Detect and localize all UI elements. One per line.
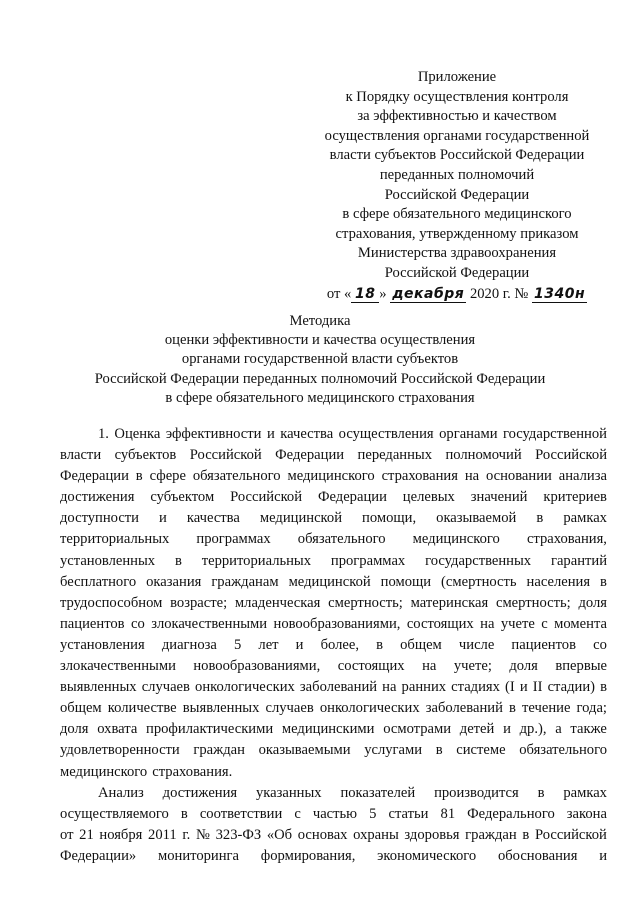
body-word: количестве xyxy=(107,700,177,717)
body-word: 21 xyxy=(79,826,94,843)
title-line: оценки эффективности и качества осуществления xyxy=(164,332,476,349)
body-word: стадиях xyxy=(451,679,500,696)
body-word: значений xyxy=(470,489,528,506)
body-word: оказания xyxy=(146,573,202,590)
body-line xyxy=(60,846,607,867)
body-word: также xyxy=(570,721,607,738)
body-word: ноября xyxy=(99,826,143,843)
body-word: услугами xyxy=(364,742,423,759)
body-word: Федерации xyxy=(317,489,387,506)
body-word: г. xyxy=(182,826,191,843)
body-line xyxy=(60,825,607,846)
body-word: учете; xyxy=(453,658,492,675)
body-word: на xyxy=(422,658,437,675)
body-word: программах xyxy=(196,531,271,548)
body-word: критериев xyxy=(543,489,607,506)
body-word: течение xyxy=(522,700,571,717)
body-word: бесплатного xyxy=(60,573,137,590)
body-word: в xyxy=(180,805,188,822)
body-word: страхования xyxy=(381,468,458,485)
appendix-line: Министерства здравоохранения xyxy=(357,245,557,262)
appendix-line: в сфере обязательного медицинского xyxy=(342,206,572,223)
body-word: смертность; xyxy=(328,594,403,611)
body-word: материнская xyxy=(410,594,489,611)
body-word: онкологических xyxy=(319,700,420,717)
appendix-line: власти субъектов Российской Федерации xyxy=(329,147,585,164)
body-word: 2011 xyxy=(148,826,177,843)
body-word: II xyxy=(532,679,543,696)
body-word: медицинского xyxy=(60,763,148,780)
body-word: и xyxy=(295,636,304,653)
body-line xyxy=(60,614,607,635)
body-word: доля xyxy=(578,594,607,611)
appendix-line: переданных полномочий xyxy=(379,166,535,183)
order-quote-close: » xyxy=(379,285,387,302)
body-word: медицинского xyxy=(412,531,500,548)
appendix-line: страхования, утвержденному приказом xyxy=(335,225,579,242)
body-word: учете xyxy=(500,615,535,632)
body-word: сфере xyxy=(149,468,186,485)
body-word: на xyxy=(382,679,397,696)
body-word: страхования. xyxy=(152,763,233,780)
body-word: состоящих xyxy=(337,658,405,675)
body-word: гарантий xyxy=(550,552,607,569)
body-word: и xyxy=(503,721,511,738)
body-word: 5 xyxy=(369,805,377,822)
body-word: обязательного xyxy=(519,742,607,759)
body-word: осмотрами xyxy=(383,721,452,738)
body-word: экономического xyxy=(377,847,477,864)
body-word: качества xyxy=(280,426,334,442)
body-word: и xyxy=(266,426,275,442)
body-line xyxy=(60,593,607,614)
body-word: достижения xyxy=(60,489,135,506)
body-line xyxy=(60,804,607,825)
body-word: и xyxy=(519,679,528,696)
body-word: онкологических xyxy=(195,679,295,696)
document-title xyxy=(60,312,580,408)
body-word: Российской xyxy=(535,447,607,464)
body-word: Оценка xyxy=(114,426,161,442)
body-word: обязательного xyxy=(192,468,281,485)
body-line xyxy=(60,487,607,508)
body-word: переданных xyxy=(357,447,433,464)
body-word: охвата xyxy=(97,721,138,738)
order-month-handwritten: декабря xyxy=(392,285,465,302)
body-word: 1. xyxy=(98,426,109,442)
body-word: обоснования xyxy=(497,847,578,864)
body-word: основании xyxy=(485,468,552,485)
body-word: пациентов xyxy=(60,615,125,632)
body-word: основах xyxy=(297,826,348,843)
body-word: новообразованиями, xyxy=(193,658,321,675)
body-word: эффективности xyxy=(165,426,262,442)
body-text xyxy=(60,424,607,867)
body-word: выявленных xyxy=(60,679,137,696)
body-word: полномочий xyxy=(445,447,522,464)
body-line xyxy=(60,719,607,740)
body-word: смертность; xyxy=(495,594,571,611)
body-word: медицинскими xyxy=(281,721,375,738)
body-word: трудоспособном xyxy=(60,594,163,611)
body-word: закона xyxy=(566,805,607,822)
body-word: охраны xyxy=(353,826,399,843)
body-word: в xyxy=(600,679,607,696)
body-word: граждан xyxy=(193,742,245,759)
body-word: с xyxy=(294,805,301,822)
body-word: злокачественными xyxy=(151,615,268,632)
body-line xyxy=(60,677,607,698)
body-word: государственных xyxy=(425,552,532,569)
body-word: территориальных xyxy=(201,552,312,569)
body-word: новообразованиями, xyxy=(273,615,401,632)
body-line xyxy=(60,783,607,804)
body-word: заболеваний xyxy=(299,679,378,696)
body-word: возрасте; xyxy=(170,594,228,611)
body-word: лет xyxy=(258,636,279,653)
body-word: и xyxy=(159,510,167,527)
appendix-line: осуществления органами государственной xyxy=(324,127,590,144)
body-word: здоровья xyxy=(404,826,460,843)
body-word: Федерального xyxy=(467,805,555,822)
body-word: выявленных xyxy=(182,700,260,717)
body-word: др.), xyxy=(519,721,547,738)
order-day-handwritten: 18 xyxy=(351,286,379,303)
body-word: в xyxy=(435,742,443,759)
appendix-line: Российской Федерации xyxy=(384,186,530,203)
body-word: в xyxy=(135,468,143,485)
order-prefix: от « xyxy=(326,285,352,302)
body-word: профилактическими xyxy=(146,721,274,738)
body-line xyxy=(60,740,607,761)
body-word: доступности xyxy=(60,510,139,527)
body-line xyxy=(60,656,607,677)
body-word: со xyxy=(593,636,607,653)
body-word: населения xyxy=(526,573,591,590)
body-word: впервые xyxy=(555,658,607,675)
body-word: в xyxy=(174,552,182,569)
body-word: осуществления xyxy=(338,426,434,442)
order-number-handwritten: 1340н xyxy=(534,285,586,302)
body-word: медицинской xyxy=(288,573,371,590)
order-date-line xyxy=(292,285,622,305)
body-word: № xyxy=(196,826,210,843)
body-word: заболеваний xyxy=(425,700,503,717)
body-line xyxy=(60,635,607,656)
body-word: на xyxy=(464,468,480,485)
body-line xyxy=(60,551,607,572)
body-word: производится xyxy=(434,784,519,801)
body-word: доля xyxy=(60,721,89,738)
body-word: детей xyxy=(459,721,495,738)
body-word: 323-ФЗ xyxy=(215,826,262,843)
body-word: в xyxy=(509,700,516,717)
appendix-line: к Порядку осуществления контроля xyxy=(345,88,569,105)
body-word: стадии) xyxy=(547,679,595,696)
body-word: осуществляемого xyxy=(60,805,169,822)
body-word: помощи xyxy=(380,573,432,590)
body-word: показателей xyxy=(340,784,416,801)
body-word: в xyxy=(376,636,384,653)
body-word: Российской xyxy=(534,826,607,843)
body-word: общем xyxy=(400,636,442,653)
body-word: оказываемой xyxy=(436,510,517,527)
body-word: медицинского xyxy=(287,468,375,485)
body-word: и xyxy=(599,847,607,864)
body-word: а xyxy=(555,721,562,738)
body-word: рамках xyxy=(563,784,607,801)
title-line: органами государственной власти субъектов xyxy=(181,351,459,368)
body-word: состоящих xyxy=(406,615,474,632)
body-word: программах xyxy=(330,552,406,569)
body-word: «Об xyxy=(266,826,293,843)
body-line xyxy=(60,445,607,466)
body-word: числе xyxy=(458,636,495,653)
body-word: в xyxy=(522,826,530,843)
body-word: доля xyxy=(509,658,538,675)
body-word: целевых xyxy=(402,489,455,506)
body-word: указанных xyxy=(255,784,322,801)
body-word: 5 xyxy=(234,636,242,653)
body-word: младенческая xyxy=(234,594,321,611)
appendix-line: Приложение xyxy=(417,69,497,85)
body-word: случаев xyxy=(265,700,314,717)
body-word: формирования, xyxy=(260,847,356,864)
body-word: диагноза xyxy=(161,636,217,653)
body-word: страхования, xyxy=(526,531,607,548)
body-word: года; xyxy=(576,700,607,717)
body-word: установления xyxy=(60,636,145,653)
body-word: Федерации xyxy=(275,447,345,464)
title-line: Методика xyxy=(289,313,351,329)
title-line: в сфере обязательного медицинского страхования xyxy=(165,389,475,406)
body-word: в xyxy=(537,784,545,801)
body-word: гражданам xyxy=(211,573,279,590)
body-word: мониторинга xyxy=(157,847,239,864)
body-word: Анализ xyxy=(98,784,144,801)
body-word: достижения xyxy=(162,784,238,801)
body-word: Федерации xyxy=(60,468,129,485)
appendix-line: за эффективностью и качеством xyxy=(357,108,557,125)
body-word: государственной xyxy=(502,426,607,442)
body-word: на xyxy=(480,615,495,632)
body-word: более, xyxy=(320,636,359,653)
body-word: злокачественными xyxy=(60,658,176,675)
body-word: системе xyxy=(456,742,506,759)
body-line xyxy=(60,762,607,783)
body-word: органами xyxy=(439,426,498,442)
body-word: установленных xyxy=(60,552,156,569)
body-word: в xyxy=(600,573,607,590)
body-word: (I xyxy=(505,679,515,696)
body-line xyxy=(60,508,607,529)
body-word: момента xyxy=(554,615,607,632)
body-line xyxy=(60,466,607,487)
title-line: Российской Федерации переданных полномочий Российской Федерации xyxy=(94,370,546,387)
body-word: статьи xyxy=(388,805,429,822)
body-word: оказываемыми xyxy=(258,742,351,759)
body-word: в xyxy=(536,510,544,527)
body-word: территориальных xyxy=(60,531,170,548)
body-word: соответствии xyxy=(199,805,283,822)
body-word: субъектом xyxy=(150,489,215,506)
body-word: качества xyxy=(186,510,240,527)
body-word: от xyxy=(60,826,74,843)
body-line xyxy=(60,572,607,593)
body-word: субъектов xyxy=(114,447,177,464)
body-word: помощи, xyxy=(362,510,417,527)
body-word: случаев xyxy=(141,679,190,696)
body-word: (смертность xyxy=(441,573,517,590)
body-word: Российской xyxy=(189,447,262,464)
body-line xyxy=(60,529,607,550)
body-word: Российской xyxy=(230,489,303,506)
body-word: Федерации» xyxy=(60,847,137,864)
order-year: 2020 г. № xyxy=(469,285,529,302)
body-word: со xyxy=(131,615,145,632)
body-word: медицинской xyxy=(259,510,343,527)
body-line xyxy=(60,424,607,445)
appendix-block xyxy=(292,68,622,304)
body-line xyxy=(60,698,607,719)
body-word: власти xyxy=(60,447,102,464)
body-word: частью xyxy=(312,805,358,822)
body-word: общем xyxy=(60,700,102,717)
body-word: 81 xyxy=(440,805,456,822)
body-word: анализа xyxy=(558,468,607,485)
body-word: пациентов xyxy=(511,636,576,653)
body-word: ранних xyxy=(401,679,447,696)
appendix-line: Российской Федерации xyxy=(384,264,530,281)
body-word: граждан xyxy=(465,826,517,843)
body-word: с xyxy=(541,615,548,632)
body-word: обязательного xyxy=(297,531,386,548)
body-word: удовлетворенности xyxy=(60,742,180,759)
body-word: рамках xyxy=(563,510,607,527)
